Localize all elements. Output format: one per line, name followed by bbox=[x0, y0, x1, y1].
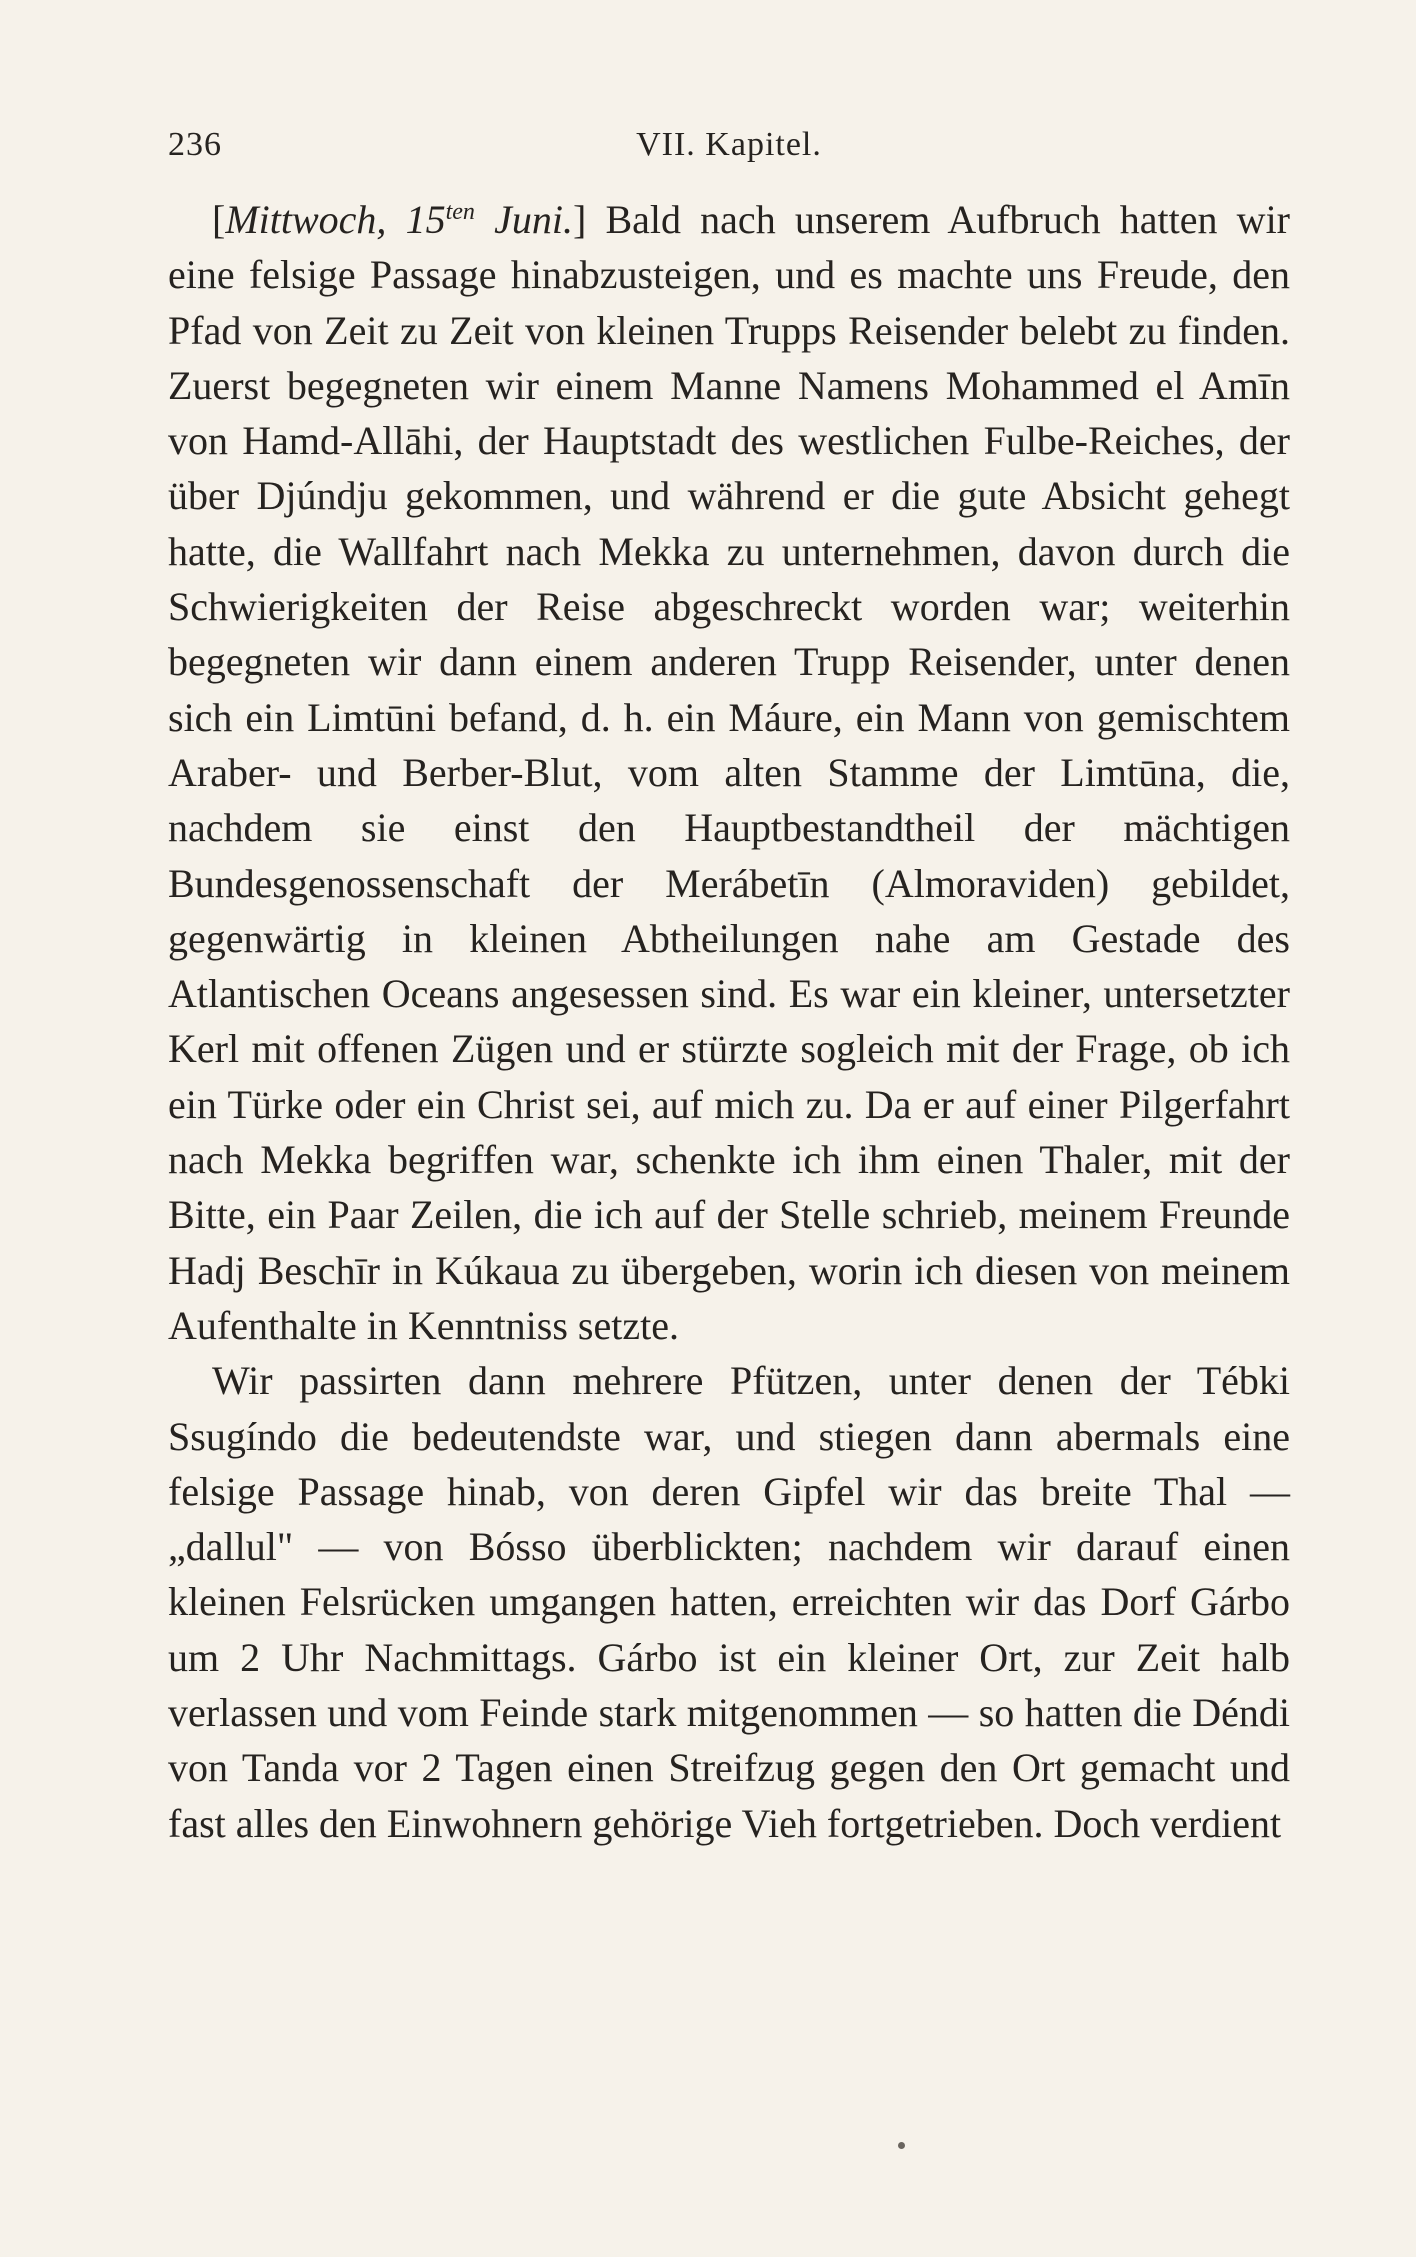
paragraph-1 bbox=[168, 192, 1290, 1353]
running-head: VII. Kapitel. bbox=[636, 126, 822, 163]
body-text bbox=[168, 192, 1290, 1851]
date-ordinal-suffix: ten bbox=[445, 199, 475, 225]
date-day: Mittwoch, 15 bbox=[225, 197, 446, 242]
date-note bbox=[225, 197, 573, 242]
paragraph-2-text: Wir passirten dann mehrere Pfützen, unter denen der Tébki Ssugíndo die bedeutendste war, und stiegen dann abermals eine felsige Passage hinab, von deren Gipfel wir das breite Thal — „dallul" — von Bósso überblickten; nachdem wir darauf einen kleinen Felsrücken umgangen hatten, erreichten wir das Dorf Gárbo um 2 Uhr Nachmittags. Gárbo ist ein kleiner Ort, zur Zeit halb verlassen und vom Feinde stark mitgenommen — so hatten die Déndi von Tanda vor 2 Tagen einen Streifzug gegen den Ort gemacht und fast alles den Einwohnern gehörige Vieh fortgetrieben. Doch verdient bbox=[168, 1358, 1290, 1846]
date-bracket-open: [ bbox=[212, 197, 226, 242]
paragraph-2 bbox=[168, 1353, 1290, 1851]
date-bracket-close: ] bbox=[572, 197, 587, 242]
book-page bbox=[168, 120, 1290, 1851]
page-header bbox=[168, 120, 1290, 170]
paragraph-1-text: Bald nach unserem Aufbruch hatten wir eine felsige Passage hinabzusteigen, und es machte uns Freude, den Pfad von Zeit zu Zeit von kleinen Trupps Reisender belebt zu finden. Zuerst begegneten wir einem Manne Namens Mohammed el Amīn von Hamd-Allāhi, der Hauptstadt des westlichen Fulbe-Reiches, der über Djúndju gekommen, und während er die gute Absicht gehegt hatte, die Wallfahrt nach Mekka zu unternehmen, davon durch die Schwierigkeiten der Reise abgeschreckt worden war; weiterhin begegneten wir dann einem anderen Trupp Reisender, unter denen sich ein Limtūni befand, d. h. ein Máure, ein Mann von gemischtem Araber- und Berber-Blut, vom alten Stamme der Limtūna, die, nachdem sie einst den Hauptbestandtheil der mächtigen Bundesgenossenschaft der Merábetīn (Almoraviden) gebildet, gegenwärtig in kleinen Abtheilungen nahe am Gestade des Atlantischen Oceans angesessen sind. Es war ein kleiner, untersetzter Kerl mit offenen Zügen und er stürzte sogleich mit der Frage, ob ich ein Türke oder ein Christ sei, auf mich zu. Da er auf einer Pilgerfahrt nach Mekka begriffen war, schenkte ich ihm einen Thaler, mit der Bitte, ein Paar Zeilen, die ich auf der Stelle schrieb, meinem Freunde Hadj Beschīr in Kúkaua zu übergeben, worin ich diesen von meinem Aufenthalte in Kenntniss setzte. bbox=[168, 197, 1290, 1348]
print-speck bbox=[898, 2142, 905, 2149]
date-month: Juni. bbox=[474, 197, 573, 242]
page-number: 236 bbox=[168, 126, 222, 163]
